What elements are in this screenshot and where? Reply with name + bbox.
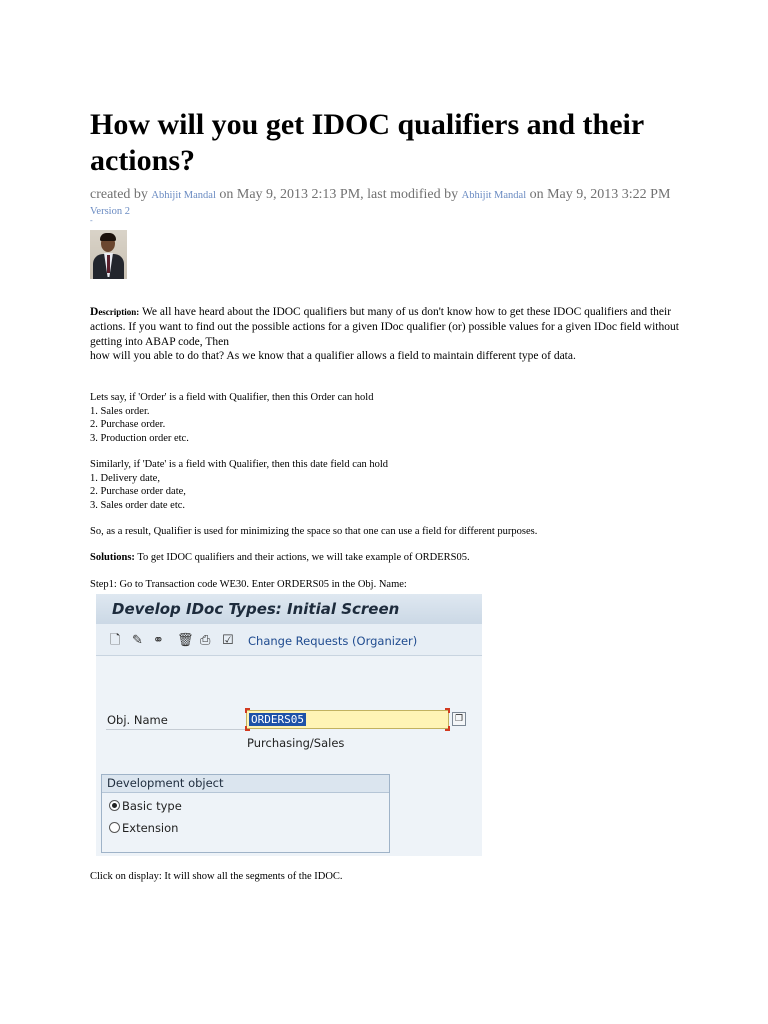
list-item: 1. Sales order. <box>90 405 150 417</box>
print-icon[interactable]: ⎙ <box>200 633 211 648</box>
modified-author-link[interactable]: Abhijit Mandal <box>461 190 527 201</box>
obj-description: Purchasing/Sales <box>247 736 345 750</box>
list-item: 2. Purchase order. <box>90 419 166 430</box>
date-intro: Similarly, if 'Date' is a field with Qualifier, then this date field can hold <box>90 459 389 470</box>
description-text-2: how will you able to do that? As we know that a qualifier allows a field to maintain different type of data. <box>90 350 576 363</box>
list-item: 3. Sales order date etc. <box>90 499 186 511</box>
radio-basic-label: Basic type <box>122 799 182 813</box>
author-avatar[interactable] <box>90 230 127 279</box>
development-object-group <box>101 774 390 853</box>
created-prefix: created by <box>90 187 148 202</box>
check-icon[interactable]: ☑ <box>222 633 234 648</box>
radio-extension-label: Extension <box>122 821 179 835</box>
solutions-text: To get IDOC qualifiers and their actions, we will take example of ORDERS05. <box>137 552 470 563</box>
edit-pencil-icon[interactable]: ✎ <box>132 633 143 648</box>
description-text: We all have heard about the IDOC qualifiers but many of us don't know how to get these IDOC qualifiers and their actions. If you want to find out the possible actions for a given IDoc qualifier (or) possible values for a given IDoc field without getting into ABAP code, Then <box>90 306 679 348</box>
after-paragraph: Click on display: It will show all the segments of the IDOC. <box>90 871 343 882</box>
sap-screenshot <box>96 594 482 856</box>
article-title: How will you get IDOC qualifiers and their actions? <box>90 108 644 177</box>
order-list <box>90 391 373 445</box>
new-document-icon[interactable]: 🗋 <box>110 633 121 648</box>
sap-screen-title: Develop IDoc Types: Initial Screen <box>96 594 482 624</box>
group-title: Development object <box>102 775 389 793</box>
radio-basic-type[interactable] <box>109 799 182 813</box>
modified-date: on May 9, 2013 3:22 PM <box>529 187 671 202</box>
article-meta <box>90 186 730 205</box>
solutions-label: Solutions: <box>90 552 135 563</box>
description-label: Description: <box>90 306 140 318</box>
obj-name-underline <box>106 729 246 730</box>
delete-trash-icon[interactable]: 🗑 <box>177 633 194 648</box>
list-item: 2. Purchase order date, <box>90 486 186 497</box>
version-marker: - <box>90 216 93 225</box>
created-author-link[interactable]: Abhijit Mandal <box>151 190 216 201</box>
order-intro: Lets say, if 'Order' is a field with Qualifier, then this Order can hold <box>90 392 374 403</box>
list-item: 1. Delivery date, <box>90 472 160 484</box>
radio-selected-icon[interactable] <box>109 800 120 811</box>
obj-name-label: Obj. Name <box>107 713 168 727</box>
created-date: on May 9, 2013 2:13 PM, last modified by <box>219 187 459 202</box>
radio-unselected-icon[interactable] <box>109 822 120 833</box>
obj-name-value: ORDERS05 <box>251 713 304 726</box>
list-item: 3. Production order etc. <box>90 432 189 444</box>
date-list <box>90 458 388 512</box>
display-glasses-icon[interactable]: ⚭ <box>153 633 164 648</box>
description-paragraph <box>90 305 690 364</box>
solutions-paragraph <box>90 551 470 565</box>
version-link[interactable]: Version 2 <box>90 206 130 217</box>
result-paragraph: So, as a result, Qualifier is used for minimizing the space so that one can use a field for different purposes. <box>90 526 538 537</box>
sap-toolbar <box>96 624 482 656</box>
change-requests-button[interactable]: Change Requests (Organizer) <box>248 634 418 648</box>
value-help-icon[interactable]: ❐ <box>452 712 466 726</box>
step1-paragraph: Step1: Go to Transaction code WE30. Enter ORDERS05 in the Obj. Name: <box>90 579 407 590</box>
radio-extension[interactable] <box>109 821 178 835</box>
obj-name-input[interactable] <box>246 710 449 729</box>
